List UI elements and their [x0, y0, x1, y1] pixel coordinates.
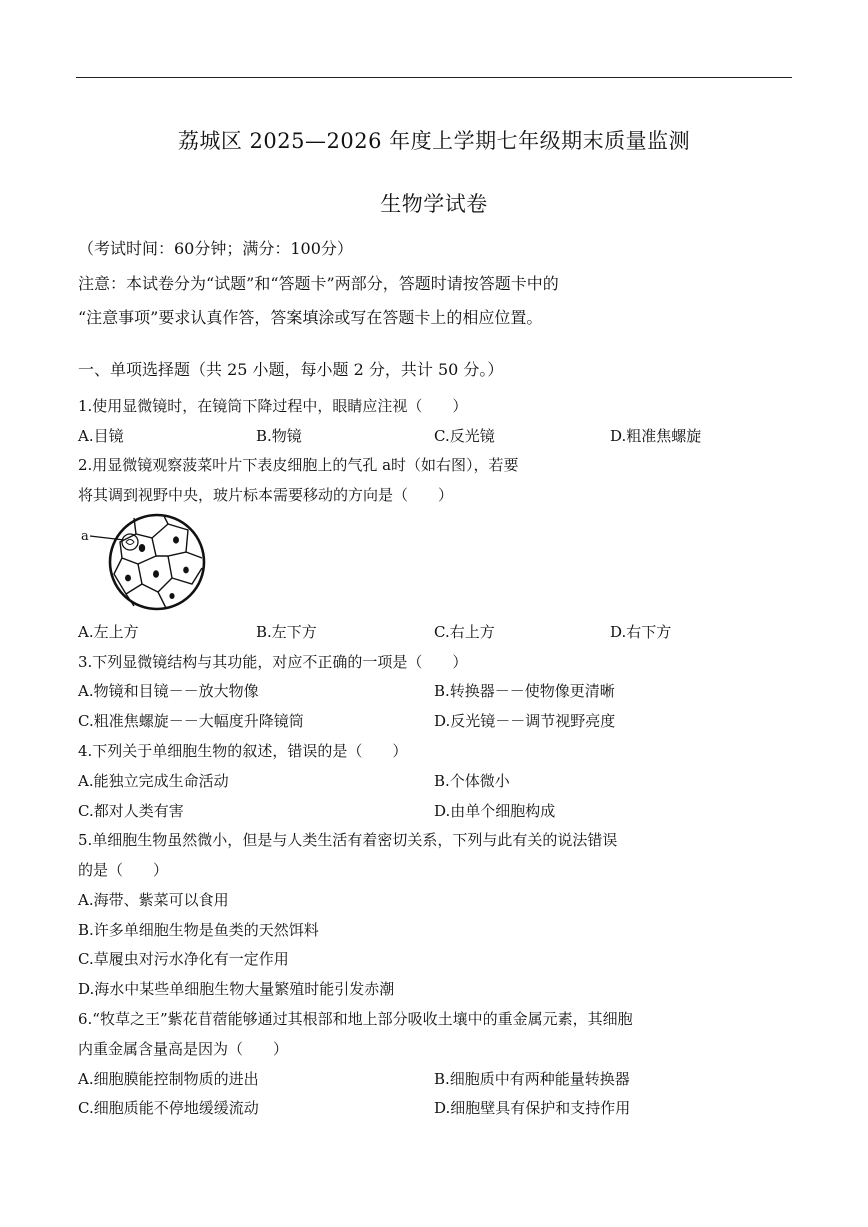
notice-line-2: “注意事项”要求认真作答，答案填涂或写在答题卡上的相应位置。 [78, 308, 543, 327]
q3-option-b: B.转换器－－使物像更清晰 [434, 682, 615, 700]
microscope-field-figure [76, 512, 210, 612]
question-1-stem: 1.使用显微镜时，在镜筒下降过程中，眼睛应注视（ ） [78, 397, 468, 415]
q5-option-d: D.海水中某些单细胞生物大量繁殖时能引发赤潮 [78, 980, 395, 998]
q2-option-a: A.左上方 [78, 623, 139, 641]
q1-option-c: C.反光镜 [434, 427, 495, 445]
q2-option-c: C.右上方 [434, 623, 495, 641]
q3-option-d: D.反光镜－－调节视野亮度 [434, 712, 616, 730]
q4-option-a: A.能独立完成生命活动 [78, 772, 229, 790]
q6-option-c: C.细胞质能不停地缓缓流动 [78, 1099, 259, 1117]
q3-option-c: C.粗准焦螺旋－－大幅度升降镜筒 [78, 712, 304, 730]
exam-title: 荔城区 2025—2026 年度上学期七年级期末质量监测 [177, 129, 691, 153]
q5-option-a: A.海带、紫菜可以食用 [78, 891, 229, 909]
question-5-stem-line-2: 的是（ ） [78, 861, 169, 879]
q5-option-b: B.许多单细胞生物是鱼类的天然饵料 [78, 921, 319, 939]
q1-option-a: A.目镜 [78, 427, 124, 445]
exam-time-score: （考试时间：60分钟；满分：100分） [78, 239, 353, 258]
question-5-stem-line-1: 5.单细胞生物虽然微小，但是与人类生活有着密切关系，下列与此有关的说法错误 [78, 831, 618, 849]
section-heading: 一、单项选择题（共 25 小题，每小题 2 分，共计 50 分。） [78, 360, 504, 379]
stoma-label: a [81, 529, 89, 544]
q3-option-a: A.物镜和目镜－－放大物像 [78, 682, 259, 700]
question-2-stem-line-2: 将其调到视野中央，玻片标本需要移动的方向是（ ） [78, 486, 454, 504]
q1-option-b: B.物镜 [256, 427, 302, 445]
q1-option-d: D.粗准焦螺旋 [610, 427, 702, 445]
question-6-stem-line-1: 6.“牧草之王”紫花苜蓿能够通过其根部和地上部分吸收土壤中的重金属元素，其细胞 [78, 1010, 633, 1028]
q6-option-a: A.细胞膜能控制物质的进出 [78, 1070, 259, 1088]
q4-option-b: B.个体微小 [434, 772, 510, 790]
q4-option-d: D.由单个细胞构成 [434, 802, 556, 820]
question-3-stem: 3.下列显微镜结构与其功能，对应不正确的一项是（ ） [78, 653, 468, 671]
header-rule [76, 77, 792, 78]
q6-option-b: B.细胞质中有两种能量转换器 [434, 1070, 630, 1088]
q4-option-c: C.都对人类有害 [78, 802, 184, 820]
cell-nuclei [125, 536, 189, 599]
q2-option-d: D.右下方 [610, 623, 672, 641]
epidermal-cells [114, 516, 202, 608]
question-2-stem-line-1: 2.用显微镜观察菠菜叶片下表皮细胞上的气孔 a时（如右图），若要 [78, 456, 519, 474]
q5-option-c: C.草履虫对污水净化有一定作用 [78, 950, 289, 968]
q2-option-b: B.左下方 [256, 623, 317, 641]
question-4-stem: 4.下列关于单细胞生物的叙述，错误的是（ ） [78, 742, 408, 760]
question-6-stem-line-2: 内重金属含量高是因为（ ） [78, 1040, 289, 1058]
notice-line-1: 注意：本试卷分为“试题”和“答题卡”两部分，答题时请按答题卡中的 [78, 274, 559, 293]
field-of-view-circle [110, 515, 204, 609]
q6-option-d: D.细胞壁具有保护和支持作用 [434, 1099, 631, 1117]
exam-subtitle: 生物学试卷 [380, 192, 488, 216]
